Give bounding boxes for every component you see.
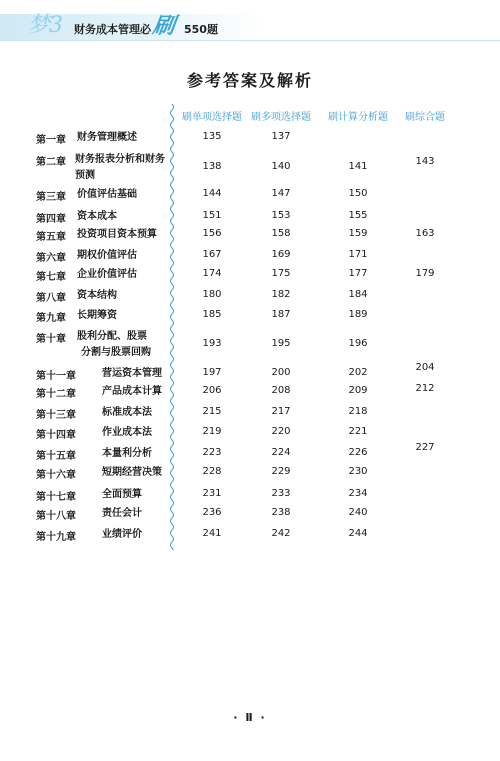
- table-row: [0, 488, 500, 502]
- page-ref-cell: 230: [348, 466, 368, 477]
- page-ref-cell: 179: [415, 268, 435, 279]
- chapter-number: 第八章: [36, 293, 66, 304]
- page-ref-cell: 234: [348, 488, 368, 499]
- chapter-title: 资本结构: [77, 290, 117, 301]
- page-ref-cell: 177: [348, 268, 368, 279]
- table-row: [0, 528, 500, 542]
- table-row: [0, 210, 500, 224]
- table-row: [0, 330, 500, 360]
- chapter-title: 分割与股票回购: [81, 347, 151, 358]
- page-ref-cell: 158: [271, 228, 291, 239]
- page-ref-cell: 226: [348, 447, 368, 458]
- page-ref-cell: 220: [271, 426, 291, 437]
- column-header: 刷多项选择题: [251, 112, 311, 123]
- page-ref-cell: 153: [271, 210, 291, 221]
- page-ref-cell: 229: [271, 466, 291, 477]
- table-row: [0, 362, 500, 382]
- page-ref-cell: 228: [202, 466, 222, 477]
- chapter-title: 短期经营决策: [102, 467, 162, 478]
- page-ref-cell: 150: [348, 188, 368, 199]
- chapter-number: 第九章: [36, 313, 66, 324]
- chapter-number: 第十九章: [36, 532, 76, 543]
- page-ref-cell: 223: [202, 447, 222, 458]
- page-ref-cell: 196: [348, 338, 368, 349]
- chapter-number: 第七章: [36, 272, 66, 283]
- page-ref-cell: 208: [271, 385, 291, 396]
- page-ref-cell: 167: [202, 249, 222, 260]
- page-title: 参考答案及解析: [186, 71, 313, 90]
- table-row: [0, 188, 500, 202]
- table-row: [0, 249, 500, 263]
- chapter-title: 期权价值评估: [77, 250, 137, 261]
- page-ref-cell: 141: [348, 161, 368, 172]
- table-row: [0, 289, 500, 303]
- chapter-number: 第六章: [36, 253, 66, 264]
- chapter-title: 长期筹资: [77, 310, 117, 321]
- column-headers: [0, 108, 500, 124]
- page-ref-cell: 171: [348, 249, 368, 260]
- chapter-number: 第十七章: [36, 492, 76, 503]
- table-row: [0, 268, 500, 282]
- table-row: [0, 466, 500, 480]
- chapter-title: 财务管理概述: [77, 132, 137, 143]
- chapter-title: 价值评估基础: [77, 189, 137, 200]
- page-ref-cell: 219: [202, 426, 222, 437]
- page-ref-cell: 212: [415, 383, 435, 394]
- page-ref-cell: 174: [202, 268, 222, 279]
- table-row: [0, 442, 500, 462]
- page-ref-cell: 138: [202, 161, 222, 172]
- page-ref-cell: 238: [271, 507, 291, 518]
- page-ref-cell: 137: [271, 131, 291, 142]
- chapter-title: 本量利分析: [102, 448, 152, 459]
- page-ref-cell: 155: [348, 210, 368, 221]
- book-title: 财务成本管理必: [74, 23, 151, 36]
- chapter-number: 第十四章: [36, 430, 76, 441]
- table-row: [0, 426, 500, 440]
- page-ref-cell: 180: [202, 289, 222, 300]
- chapter-number: 第十二章: [36, 389, 76, 400]
- header-divider: [0, 40, 500, 41]
- chapter-number: 第二章: [36, 157, 66, 168]
- series-logo: 梦3: [28, 13, 62, 38]
- page-ref-cell: 140: [271, 161, 291, 172]
- page-ref-cell: 224: [271, 447, 291, 458]
- chapter-title: 预测: [75, 170, 95, 181]
- page-ref-cell: 202: [348, 367, 368, 378]
- page-ref-cell: 185: [202, 309, 222, 320]
- page-ref-cell: 144: [202, 188, 222, 199]
- chapter-title: 资本成本: [77, 211, 117, 222]
- chapter-number: 第三章: [36, 192, 66, 203]
- chapter-title: 全面预算: [102, 489, 142, 500]
- page-ref-cell: 244: [348, 528, 368, 539]
- page-ref-cell: 233: [271, 488, 291, 499]
- running-header: [0, 0, 500, 46]
- chapter-title: 财务报表分析和财务: [75, 154, 165, 165]
- page-ref-cell: 200: [271, 367, 291, 378]
- column-header: 刷计算分析题: [328, 112, 388, 123]
- page-ref-cell: 221: [348, 426, 368, 437]
- page-ref-cell: 227: [415, 442, 435, 453]
- chapter-title: 产品成本计算: [102, 386, 162, 397]
- page-ref-cell: 218: [348, 406, 368, 417]
- chapter-number: 第十五章: [36, 451, 76, 462]
- page-ref-cell: 143: [415, 156, 435, 167]
- chapter-number: 第十一章: [36, 371, 76, 382]
- table-row: [0, 228, 500, 242]
- page-ref-cell: 147: [271, 188, 291, 199]
- page-ref-cell: 206: [202, 385, 222, 396]
- page-ref-cell: 193: [202, 338, 222, 349]
- page-ref-cell: 189: [348, 309, 368, 320]
- page-ref-cell: 135: [202, 131, 222, 142]
- table-row: [0, 385, 500, 399]
- page-ref-cell: 231: [202, 488, 222, 499]
- page-ref-cell: 184: [348, 289, 368, 300]
- chapter-title: 企业价值评估: [77, 269, 137, 280]
- page-ref-cell: 182: [271, 289, 291, 300]
- page-ref-cell: 197: [202, 367, 222, 378]
- page-ref-cell: 159: [348, 228, 368, 239]
- page-ref-cell: 242: [271, 528, 291, 539]
- chapter-number: 第五章: [36, 232, 66, 243]
- table-row: [0, 153, 500, 183]
- page-ref-cell: 195: [271, 338, 291, 349]
- page-ref-cell: 204: [415, 362, 435, 373]
- page-ref-cell: 151: [202, 210, 222, 221]
- table-row: [0, 406, 500, 420]
- page-ref-cell: 209: [348, 385, 368, 396]
- chapter-number: 第十章: [36, 334, 66, 345]
- column-header: 刷综合题: [405, 112, 445, 123]
- chapter-number: 第一章: [36, 135, 66, 146]
- chapter-number: 第四章: [36, 214, 66, 225]
- table-row: [0, 309, 500, 323]
- page-ref-cell: 217: [271, 406, 291, 417]
- question-count: 550题: [184, 23, 218, 36]
- page-ref-cell: 169: [271, 249, 291, 260]
- chapter-title: 作业成本法: [102, 427, 152, 438]
- table-row: [0, 131, 500, 145]
- chapter-title: 责任会计: [102, 508, 142, 519]
- chapter-number: 第十八章: [36, 511, 76, 522]
- page-number: · Ⅱ ·: [233, 711, 267, 724]
- page-ref-cell: 215: [202, 406, 222, 417]
- chapter-number: 第十六章: [36, 470, 76, 481]
- page-ref-cell: 240: [348, 507, 368, 518]
- chapter-title: 标准成本法: [102, 407, 152, 418]
- page-ref-cell: 175: [271, 268, 291, 279]
- column-header: 刷单项选择题: [182, 112, 242, 123]
- chapter-title: 营运资本管理: [102, 368, 162, 379]
- chapter-title: 投资项目资本预算: [77, 229, 157, 240]
- chapter-title: 股利分配、股票: [77, 331, 147, 342]
- page-ref-cell: 187: [271, 309, 291, 320]
- page-ref-cell: 163: [415, 228, 435, 239]
- page-ref-cell: 156: [202, 228, 222, 239]
- chapter-number: 第十三章: [36, 410, 76, 421]
- page-ref-cell: 236: [202, 507, 222, 518]
- page-ref-cell: 241: [202, 528, 222, 539]
- brush-character: 刷: [150, 14, 177, 39]
- chapter-title: 业绩评价: [102, 529, 142, 540]
- table-row: [0, 507, 500, 521]
